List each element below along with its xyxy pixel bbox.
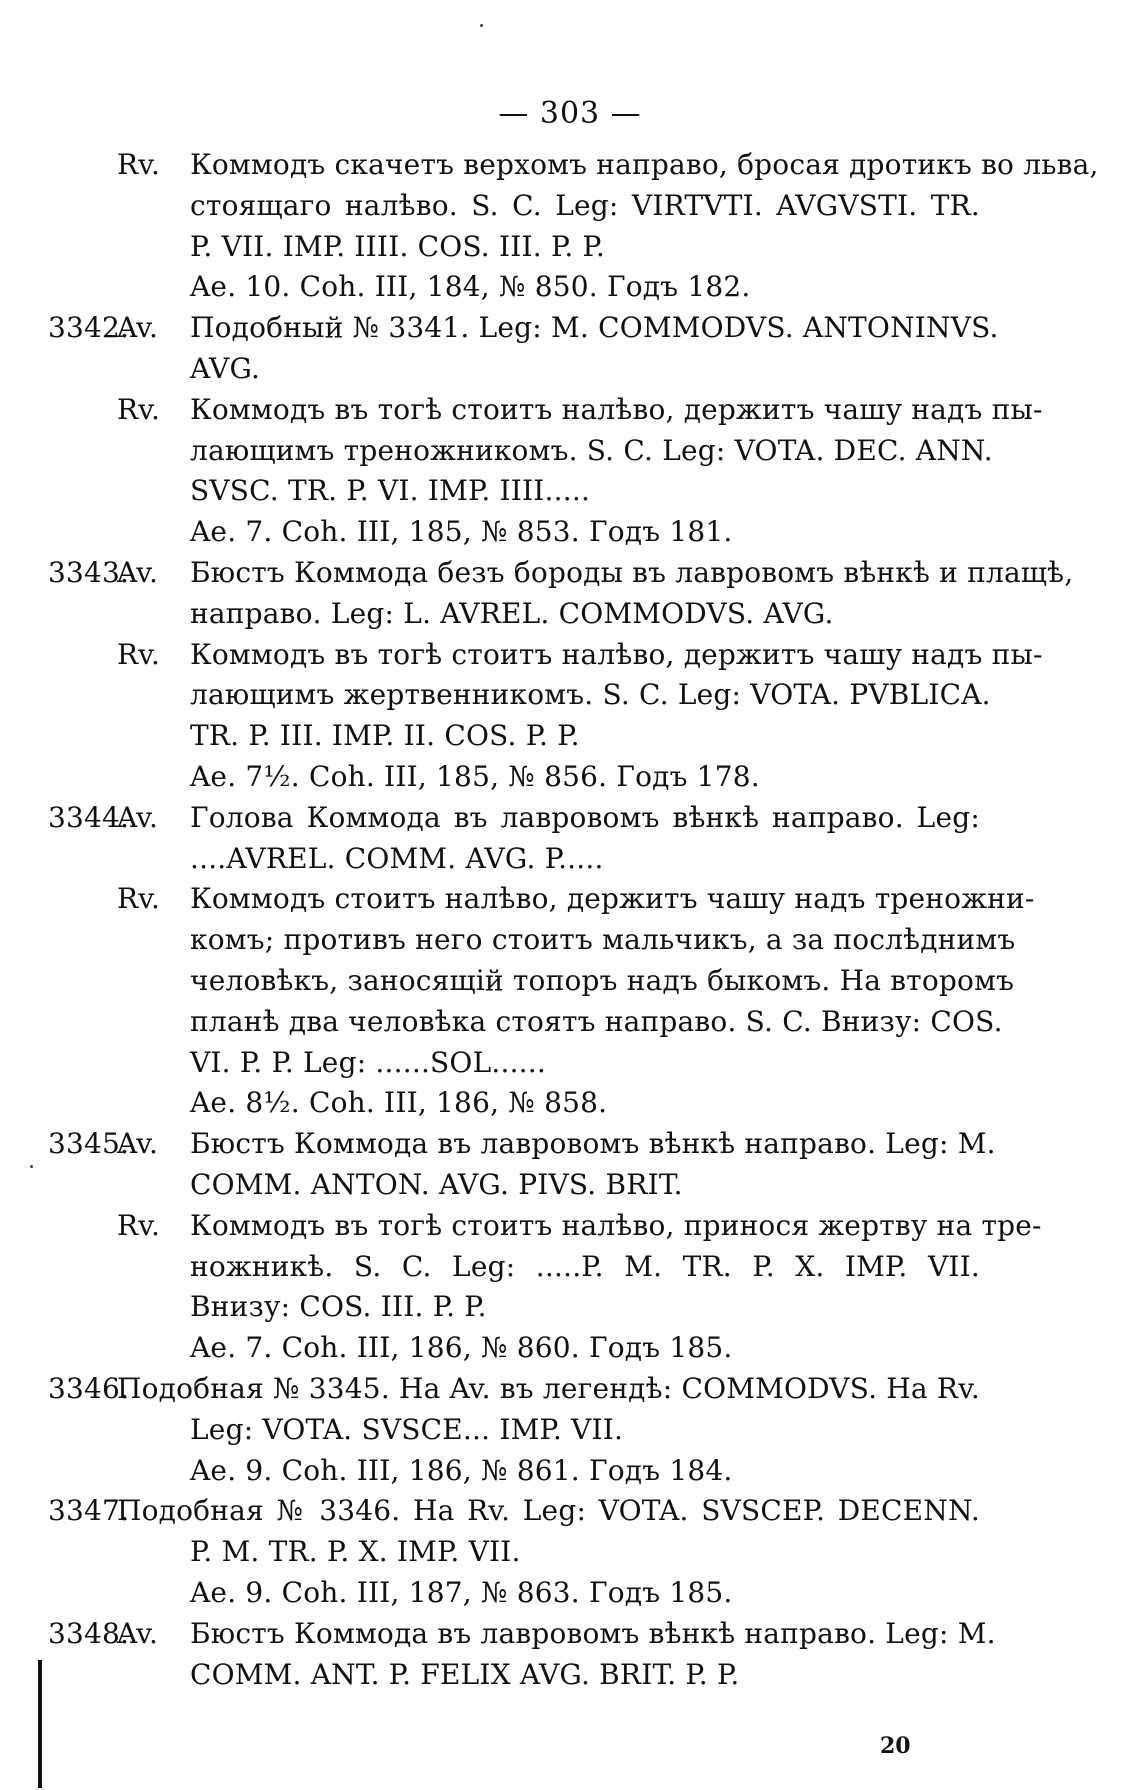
- signature-mark: 20: [880, 1733, 911, 1759]
- reverse-label: Rv.: [117, 1209, 161, 1242]
- entry-text-line: Leg: VOTA. SVSCE... IMP. VII.: [190, 1413, 624, 1446]
- obverse-label: Av.: [117, 1127, 159, 1160]
- entry-text-line: лающимъ треножникомъ. S. C. Leg: VOTA. DEC. ANN.: [190, 434, 993, 467]
- entry-text-line: лающимъ жертвенникомъ. S. C. Leg: VOTA. PVBLICA.: [190, 678, 991, 711]
- entry-text-line: AVG.: [190, 352, 261, 385]
- obverse-label: Av.: [117, 556, 159, 589]
- entry-number: 3346.: [48, 1372, 130, 1405]
- entry-text-line: Ae. 10. Coh. III, 184, № 850. Годъ 182.: [190, 270, 751, 303]
- reverse-label: Rv.: [117, 882, 161, 915]
- entry-number: 3348.: [48, 1617, 130, 1650]
- entry-text-line: VI. P. P. Leg: ......SOL......: [190, 1046, 546, 1079]
- scan-speck: [480, 24, 483, 27]
- entry-text-line: Ae. 9. Coh. III, 187, № 863. Годъ 185.: [190, 1576, 733, 1609]
- entry-text-line: Подобная № 3346. На Rv. Leg: VOTA. SVSCEP. DECENN.: [117, 1494, 980, 1527]
- entry-text-line: SVSC. TR. P. VI. IMP. IIII.....: [190, 474, 591, 507]
- entry-number: 3344.: [48, 801, 130, 834]
- entry-text-line: ....AVREL. COMM. AVG. P.....: [190, 842, 604, 875]
- entry-text-line: комъ; противъ него стоитъ мальчикъ, а за послѣднимъ: [190, 923, 1016, 956]
- scan-speck: [30, 1165, 33, 1168]
- obverse-label: Av.: [117, 311, 159, 344]
- entry-text-line: Коммодъ скачетъ верхомъ направо, бросая дротикъ во льва,: [190, 148, 1099, 181]
- entry-text-line: Бюстъ Коммода въ лавровомъ вѣнкѣ направо. Leg: M.: [190, 1617, 996, 1650]
- entry-text-line: Коммодъ въ тогѣ стоитъ налѣво, держитъ чашу надъ пы-: [190, 638, 1043, 671]
- entry-text-line: P. M. TR. P. X. IMP. VII.: [190, 1535, 521, 1568]
- entry-text-line: TR. P. III. IMP. II. COS. P. P.: [190, 719, 580, 752]
- entry-text-line: Ae. 7. Coh. III, 186, № 860. Годъ 185.: [190, 1331, 733, 1364]
- entry-number: 3347.: [48, 1494, 130, 1527]
- entry-text-line: Коммодъ въ тогѣ стоитъ налѣво, принося жертву на тре-: [190, 1209, 1042, 1242]
- entry-number: 3345.: [48, 1127, 130, 1160]
- entry-text-line: Коммодъ стоитъ налѣво, держитъ чашу надъ треножни-: [190, 882, 1035, 915]
- binding-edge: [38, 1660, 42, 1788]
- entry-text-line: Ae. 8½. Coh. III, 186, № 858.: [190, 1086, 608, 1119]
- entry-text-line: Подобная № 3345. На Av. въ легендѣ: COMMODVS. На Rv.: [117, 1372, 980, 1405]
- entry-text-line: Бюстъ Коммода въ лавровомъ вѣнкѣ направо. Leg: M.: [190, 1127, 996, 1160]
- entry-text-line: Внизу: COS. III. P. P.: [190, 1290, 487, 1323]
- entry-text-line: Ae. 7½. Coh. III, 185, № 856. Годъ 178.: [190, 760, 760, 793]
- entry-text-line: ножникѣ. S. C. Leg: .....P. M. TR. P. X. IMP. VII.: [190, 1250, 980, 1283]
- reverse-label: Rv.: [117, 148, 161, 181]
- entry-text-line: P. VII. IMP. IIII. COS. III. P. P.: [190, 230, 606, 263]
- entry-text-line: Ae. 9. Coh. III, 186, № 861. Годъ 184.: [190, 1454, 733, 1487]
- entry-number: 3342.: [48, 311, 130, 344]
- entry-number: 3343.: [48, 556, 130, 589]
- obverse-label: Av.: [117, 801, 159, 834]
- entry-text-line: стоящаго налѣво. S. C. Leg: VIRTVTI. AVGVSTI. TR.: [190, 189, 980, 222]
- entry-text-line: Ae. 7. Coh. III, 185, № 853. Годъ 181.: [190, 515, 733, 548]
- entry-text-line: COMM. ANT. P. FELIX AVG. BRIT. P. P.: [190, 1658, 740, 1691]
- reverse-label: Rv.: [117, 638, 161, 671]
- entry-text-line: COMM. ANTON. AVG. PIVS. BRIT.: [190, 1168, 683, 1201]
- entry-text-line: Коммодъ въ тогѣ стоитъ налѣво, держитъ чашу надъ пы-: [190, 393, 1043, 426]
- obverse-label: Av.: [117, 1617, 159, 1650]
- entry-text-line: Голова Коммода въ лавровомъ вѣнкѣ направо. Leg:: [190, 801, 980, 834]
- page-number: — 303 —: [498, 96, 642, 131]
- entry-text-line: планѣ два человѣка стоятъ направо. S. C. Внизу: COS.: [190, 1005, 1003, 1038]
- entry-text-line: направо. Leg: L. AVREL. COMMODVS. AVG.: [190, 597, 834, 630]
- entry-text-line: Подобный № 3341. Leg: M. COMMODVS. ANTONINVS.: [190, 311, 999, 344]
- entry-text-line: Бюстъ Коммода безъ бороды въ лавровомъ вѣнкѣ и плащѣ,: [190, 556, 1074, 589]
- entry-text-line: человѣкъ, заносящій топоръ надъ быкомъ. На второмъ: [190, 964, 1015, 997]
- reverse-label: Rv.: [117, 393, 161, 426]
